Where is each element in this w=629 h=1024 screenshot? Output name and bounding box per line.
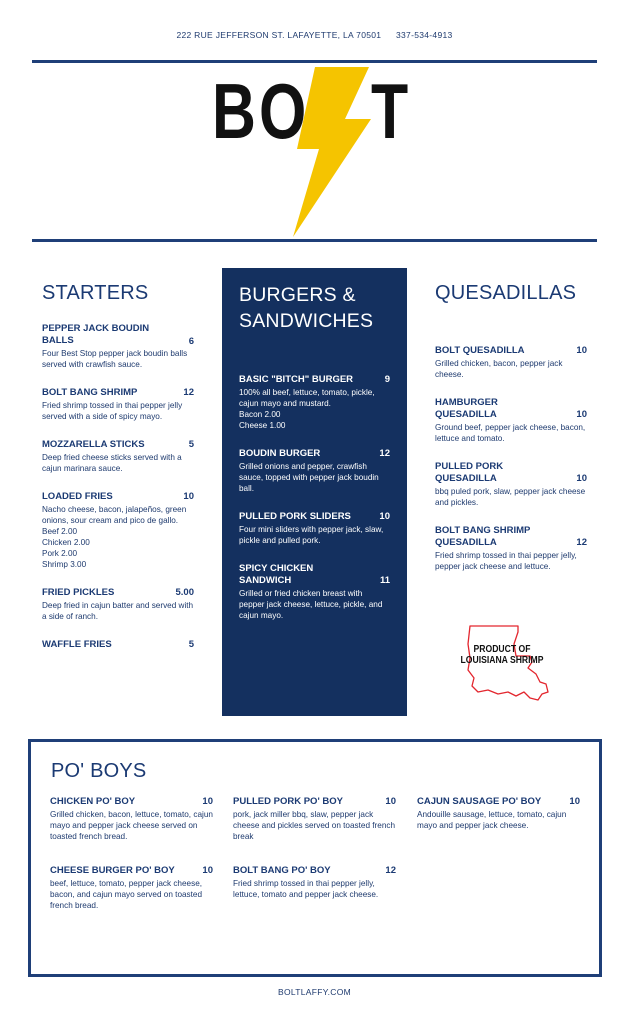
- item-description: beef, lettuce, tomato, pepper jack cheese, bacon, and cajun mayo served on toasted french bread.: [50, 879, 203, 910]
- item-name: PULLED PORK SLIDERS: [239, 511, 351, 522]
- menu-item: [435, 397, 587, 444]
- item-name: CAJUN SAUSAGE PO' BOY: [417, 796, 542, 807]
- item-description: Grilled or fried chicken breast with pepper jack cheese, lettuce, pickle, and cajun mayo.: [239, 589, 383, 620]
- item-description: bbq puled pork, slaw, pepper jack cheese and pickles.: [435, 487, 586, 507]
- item-name: WAFFLE FRIES: [42, 639, 112, 650]
- starters-section: [42, 282, 194, 651]
- item-description: Ground beef, pepper jack cheese, bacon, lettuce and tomato.: [435, 423, 586, 443]
- quesadillas-title: QUESADILLAS: [435, 282, 577, 304]
- stamp-line1: PRODUCT OF: [473, 643, 531, 655]
- burgers-title-line2: SANDWICHES: [239, 310, 374, 332]
- item-price: 6: [188, 336, 194, 347]
- menu-item: [50, 796, 213, 842]
- item-description: Fried shrimp tossed in thai pepper jelly, pepper jack cheese and lettuce.: [435, 551, 577, 571]
- item-addon: Cheese 1.00: [239, 421, 286, 430]
- item-name: MOZZARELLA STICKS: [42, 439, 145, 450]
- menu-item: [435, 461, 587, 508]
- item-description: 100% all beef, lettuce, tomato, pickle, cajun mayo and mustard.: [239, 388, 375, 408]
- item-price: 9: [384, 374, 390, 385]
- item-name: BOUDIN BURGER: [239, 448, 321, 459]
- item-name: SPICY CHICKEN SANDWICH: [239, 563, 314, 586]
- logo-letter-t: T: [371, 67, 409, 155]
- address-text: 222 RUE JEFFERSON ST. LAFAYETTE, LA 70501: [176, 30, 382, 40]
- item-price: 10: [379, 511, 390, 522]
- item-price: 5: [188, 639, 194, 650]
- quesadillas-section: [435, 282, 587, 572]
- item-name: HAMBURGER QUESADILLA: [435, 397, 498, 420]
- item-description: Four Best Stop pepper jack boudin balls served with crawfish sauce.: [42, 349, 188, 369]
- menu-item: [417, 796, 580, 831]
- menu-item: [239, 511, 390, 546]
- logo-letter-o: O: [259, 67, 307, 155]
- item-price: 11: [379, 575, 390, 586]
- menu-item: [233, 865, 396, 900]
- bolt-logo: [195, 62, 435, 237]
- burgers-title-line1: BURGERS &: [239, 284, 356, 306]
- item-name: PEPPER JACK BOUDIN BALLS: [42, 323, 150, 346]
- louisiana-shrimp-stamp: [448, 622, 556, 704]
- menu-item: [239, 374, 390, 431]
- item-price: 5: [188, 439, 194, 450]
- item-description: Four mini sliders with pepper jack, slaw, pickle and pulled pork.: [239, 525, 384, 545]
- item-addon: Beef 2.00: [42, 527, 78, 536]
- item-description: Andouille sausage, lettuce, tomato, cajun mayo and pepper jack cheese.: [417, 810, 567, 830]
- burgers-sandwiches-section: [222, 268, 407, 716]
- menu-item: [42, 587, 194, 622]
- stamp-line2: LOUISIANA SHRIMP: [460, 654, 544, 666]
- menu-item: [233, 796, 396, 842]
- menu-item: [239, 563, 390, 621]
- logo-letter-b: B: [212, 67, 256, 155]
- menu-item: [42, 491, 194, 570]
- item-name: CHICKEN PO' BOY: [50, 796, 136, 807]
- item-price: 10: [202, 796, 213, 807]
- item-price: 10: [576, 409, 587, 420]
- item-price: 5.00: [175, 587, 194, 598]
- menu-item: [42, 387, 194, 422]
- item-name: BOLT BANG SHRIMP: [42, 387, 138, 398]
- item-description: Grilled chicken, bacon, lettuce, tomato, cajun mayo and pepper jack cheese served on toasted french bread.: [50, 810, 213, 841]
- item-description: Grilled onions and pepper, crawfish sauce, topped with pepper jack boudin ball.: [239, 462, 379, 493]
- item-price: 10: [569, 796, 580, 807]
- item-price: 10: [576, 473, 587, 484]
- phone-text: 337-534-4913: [396, 30, 453, 40]
- item-name: PULLED PORK QUESADILLA: [435, 461, 504, 484]
- item-addon: Pork 2.00: [42, 549, 78, 558]
- logo-bottom-divider: [32, 239, 597, 242]
- item-name: CHEESE BURGER PO' BOY: [50, 865, 175, 876]
- item-addon: Chicken 2.00: [42, 538, 90, 547]
- item-description: Deep fried cheese sticks served with a cajun marinara sauce.: [42, 453, 182, 473]
- item-description: pork, jack miller bbq, slaw, pepper jack cheese and pickles served on toasted french break: [233, 810, 396, 841]
- item-addon: Bacon 2.00: [239, 410, 281, 419]
- item-price: 10: [202, 865, 213, 876]
- item-description: Fried shrimp tossed in thai pepper jelly served with a side of spicy mayo.: [42, 401, 183, 421]
- item-price: 10: [183, 491, 194, 502]
- header-contact: [0, 30, 629, 40]
- poboys-title: PO' BOYS: [51, 760, 147, 782]
- item-price: 10: [576, 345, 587, 356]
- item-price: 12: [183, 387, 194, 398]
- poboys-section: [28, 739, 602, 977]
- item-description: Grilled chicken, bacon, pepper jack cheese.: [435, 359, 563, 379]
- menu-item: [42, 323, 194, 370]
- starters-title: STARTERS: [42, 282, 149, 304]
- item-price: 12: [379, 448, 390, 459]
- item-description: Fried shrimp tossed in thai pepper jelly, lettuce, tomato and pepper jack cheese.: [233, 879, 379, 899]
- lightning-bolt-icon: [283, 67, 373, 237]
- website-link[interactable]: BOLTLAFFY.COM: [277, 987, 352, 997]
- item-name: FRIED PICKLES: [42, 587, 115, 598]
- menu-item: [42, 439, 194, 474]
- item-description: Nacho cheese, bacon, jalapeños, green onions, sour cream and pico de gallo.: [42, 505, 187, 525]
- menu-item: [435, 525, 587, 572]
- item-name: LOADED FRIES: [42, 491, 113, 502]
- item-price: 10: [385, 796, 396, 807]
- item-name: BOLT BANG SHRIMP QUESADILLA: [435, 525, 531, 548]
- item-addon: Shrimp 3.00: [42, 560, 87, 569]
- menu-item: [435, 345, 587, 380]
- menu-item: [50, 865, 213, 911]
- menu-item: [42, 639, 194, 651]
- item-name: PULLED PORK PO' BOY: [233, 796, 343, 807]
- menu-item: [239, 448, 390, 494]
- item-name: BOLT BANG PO' BOY: [233, 865, 331, 876]
- item-price: 12: [385, 865, 396, 876]
- item-name: BASIC "BITCH" BURGER: [239, 374, 354, 385]
- item-name: BOLT QUESADILLA: [435, 345, 525, 356]
- item-description: Deep fried in cajun batter and served with a side of ranch.: [42, 601, 194, 621]
- item-price: 12: [576, 537, 587, 548]
